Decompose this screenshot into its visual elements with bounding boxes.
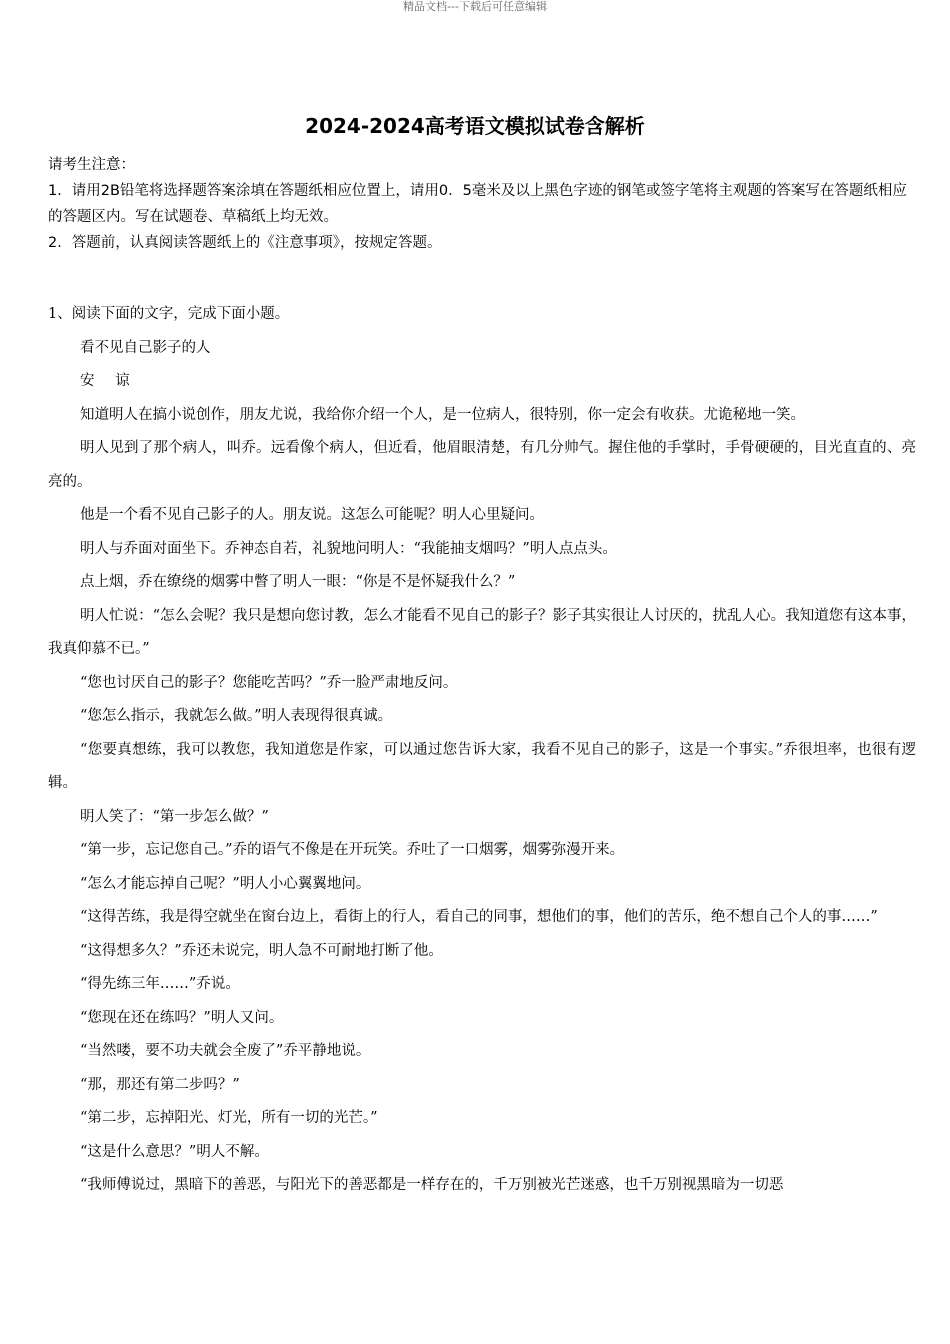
story-paragraph: “这得想多久？”乔还未说完，明人急不可耐地打断了他。 bbox=[80, 942, 443, 959]
story-title: 看不见自己影子的人 bbox=[80, 339, 211, 356]
exam-notice bbox=[48, 152, 908, 256]
story-paragraph: “您要真想练，我可以教您，我知道您是作家，可以通过您告诉大家，我看不见自己的影子，这是一个事实。”乔很坦率，也很有逻辑。 bbox=[48, 741, 916, 791]
story-paragraph: 知道明人在搞小说创作，朋友尤说，我给你介绍一个人，是一位病人，很特别，你一定会有收获。尤诡秘地一笑。 bbox=[80, 406, 805, 423]
notice-heading: 请考生注意： bbox=[48, 157, 135, 173]
story-paragraph: “这是什么意思？”明人不解。 bbox=[80, 1143, 269, 1160]
story-paragraph: 他是一个看不见自己影子的人。朋友说。这怎么可能呢？明人心里疑问。 bbox=[80, 507, 544, 523]
notice-item-2: 2．答题前，认真阅读答题纸上的《注意事项》，按规定答题。 bbox=[48, 235, 442, 251]
story-paragraph: “您怎么指示，我就怎么做。”明人表现得很真诚。 bbox=[80, 708, 393, 724]
story-paragraph: “您现在还在练吗？”明人又问。 bbox=[80, 1009, 284, 1026]
story-paragraph: “我师傅说过，黑暗下的善恶，与阳光下的善恶都是一样存在的，千万别被光芒迷惑，也千万别视黑暗为一切恶 bbox=[80, 1177, 784, 1193]
story-paragraph: “第二步，忘掉阳光、灯光，所有一切的光芒。” bbox=[80, 1110, 378, 1126]
notice-item-1: 1．请用2B铅笔将选择题答案涂填在答题纸相应位置上，请用0．5毫米及以上黑色字迹的钢笔或签字笔将主观题的答案写在答题纸相应的答题区内。写在试题卷、草稿纸上均无效。 bbox=[48, 183, 907, 225]
document-title: 2024-2024高考语文模拟试卷含解析 bbox=[305, 114, 645, 138]
story-paragraph: “您也讨厌自己的影子？您能吃苦吗？”乔一脸严肃地反问。 bbox=[80, 674, 458, 691]
story-paragraph: “那，那还有第二步吗？” bbox=[80, 1076, 240, 1093]
story-paragraph: 明人与乔面对面坐下。乔神态自若，礼貌地问明人：“我能抽支烟吗？”明人点点头。 bbox=[80, 540, 617, 557]
story-paragraph: 明人见到了那个病人，叫乔。远看像个病人，但近看，他眉眼清楚，有几分帅气。握住他的手掌时，手骨硬硬的，目光直直的、亮亮的。 bbox=[48, 440, 916, 490]
story-paragraph: 点上烟，乔在缭绕的烟雾中瞥了明人一眼：“你是不是怀疑我什么？” bbox=[80, 574, 516, 590]
story-author: 安 谅 bbox=[80, 373, 138, 389]
story-paragraph: “第一步，忘记您自己。”乔的语气不像是在开玩笑。乔吐了一口烟雾，烟雾弥漫开来。 bbox=[80, 842, 625, 858]
reading-section bbox=[48, 298, 916, 1203]
story-paragraph: 明人忙说：“怎么会呢？我只是想向您讨教，怎么才能看不见自己的影子？影子其实很让人讨厌的，扰乱人心。我知道您有这本事，我真仰慕不已。” bbox=[48, 607, 916, 657]
question-intro: 1、阅读下面的文字，完成下面小题。 bbox=[48, 306, 290, 322]
story-paragraph: 明人笑了：“第一步怎么做？” bbox=[80, 808, 269, 825]
story-paragraph: “这得苦练，我是得空就坐在窗台边上，看街上的行人，看自己的同事，想他们的事，他们的苦乐，绝不想自己个人的事……” bbox=[80, 909, 878, 925]
story-paragraph: “怎么才能忘掉自己呢？”明人小心翼翼地问。 bbox=[80, 875, 371, 892]
story-paragraph: “得先练三年……”乔说。 bbox=[80, 976, 240, 992]
header-watermark: 精品文档---下载后可任意编辑 bbox=[403, 0, 547, 13]
story-paragraph: “当然喽，要不功夫就会全废了”乔平静地说。 bbox=[80, 1043, 371, 1059]
